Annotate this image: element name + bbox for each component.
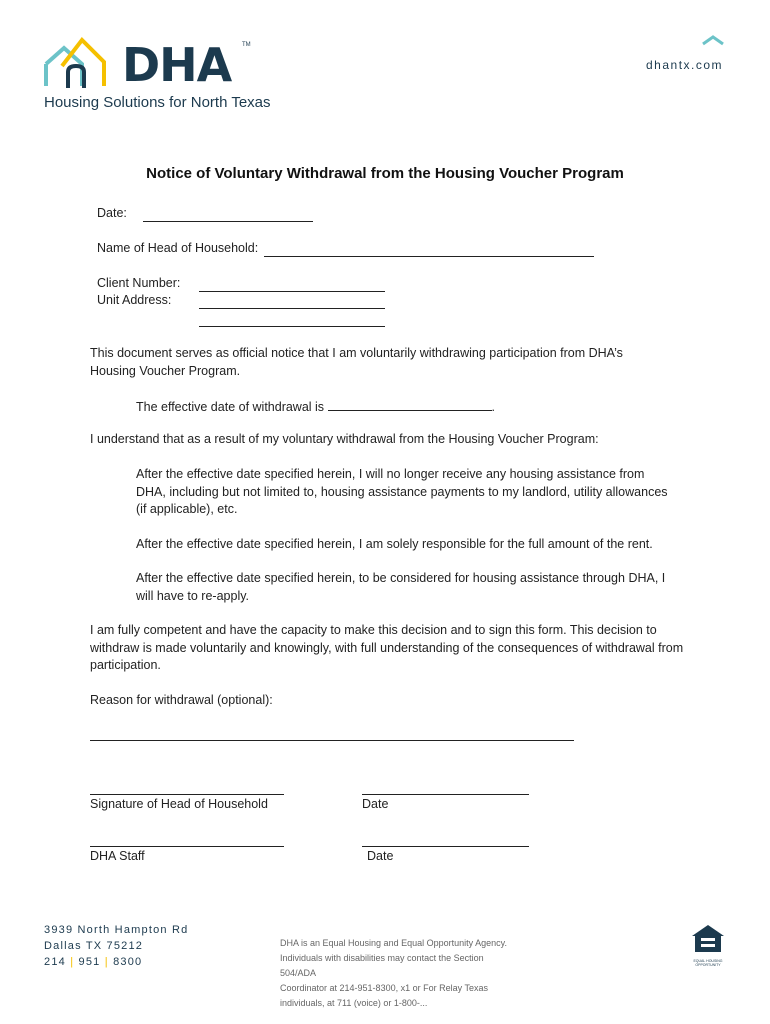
effective-date-field[interactable] — [328, 397, 492, 411]
head-of-household-label: Name of Head of Household: — [97, 241, 259, 255]
effective-date-prefix: The effective date of withdrawal is — [136, 400, 325, 414]
date2-field[interactable] — [362, 832, 529, 847]
phone-prefix: 951 — [78, 956, 101, 968]
address-line-1: 3939 North Hampton Rd — [44, 924, 189, 936]
trademark: TM — [242, 42, 251, 48]
date-field[interactable] — [143, 205, 313, 222]
list-item-1: After the effective date specified herein, I will no longer receive any housing assistance from DHA, including but not limited to, housing assistance payments to my landlord, utility allowances (if applicable), etc. — [136, 467, 668, 516]
eho-line: Coordinator at 214-951-8300, x1 or For Relay Texas — [280, 983, 488, 993]
client-number-field[interactable] — [199, 275, 385, 292]
paragraph-notice: This document serves as official notice that I am voluntarily withdrawing participation from DHA’s Housing Voucher Program. — [90, 346, 623, 378]
unit-address-field-2[interactable] — [199, 310, 385, 327]
eho-line: individuals, at 711 (voice) or 1-800-... — [280, 998, 428, 1008]
logo-wordmark: DHA — [122, 38, 232, 92]
eho-statement — [280, 936, 510, 1011]
staff-field[interactable] — [90, 832, 284, 847]
phone-separator: | — [104, 956, 109, 968]
footer-address — [44, 922, 188, 970]
eho-logo-caption: EQUAL HOUSING OPPORTUNITY — [693, 959, 723, 967]
unit-address-label: Unit Address: — [97, 293, 172, 307]
date2-label: Date — [367, 849, 394, 863]
list-item-3: After the effective date specified herein, to be considered for housing assistance through DHA, I will have to re-apply. — [136, 571, 666, 603]
date-label: Date: — [97, 206, 127, 220]
reason-field[interactable] — [90, 726, 574, 741]
phone-separator: | — [70, 956, 75, 968]
page-title: Notice of Voluntary Withdrawal from the Housing Voucher Program — [146, 165, 624, 182]
chevron-up-icon — [701, 34, 725, 46]
staff-label: DHA Staff — [90, 849, 145, 863]
website[interactable]: dhantx.com — [646, 58, 724, 72]
tagline: Housing Solutions for North Texas — [44, 94, 271, 111]
phone-line: 8300 — [113, 956, 143, 968]
unit-address-field-1[interactable] — [199, 292, 385, 309]
reason-label: Reason for withdrawal (optional): — [90, 693, 273, 707]
signature-label: Signature of Head of Household — [90, 797, 268, 811]
effective-date-suffix: . — [491, 400, 496, 414]
date1-field[interactable] — [362, 780, 529, 795]
list-item-2: After the effective date specified herein, I am solely responsible for the full amount of the rent. — [136, 537, 653, 551]
effective-date-line — [136, 397, 495, 417]
house-logo-icon — [44, 36, 120, 94]
client-number-label: Client Number: — [97, 276, 181, 290]
phone-area: 214 — [44, 956, 66, 968]
address-line-2: Dallas TX 75212 — [44, 940, 144, 952]
head-of-household-field[interactable] — [264, 240, 594, 257]
eho-line: Individuals with disabilities may contact the Section 504/ADA — [280, 953, 484, 978]
equal-housing-logo — [690, 924, 726, 967]
eho-line: DHA is an Equal Housing and Equal Opportunity Agency. — [280, 938, 507, 948]
paragraph-understand: I understand that as a result of my voluntary withdrawal from the Housing Voucher Program: — [90, 432, 599, 446]
signature-field[interactable] — [90, 780, 284, 795]
phone-number — [44, 954, 188, 970]
paragraph-competent: I am fully competent and have the capacity to make this decision and to sign this form. This decision to withdraw is made voluntarily and knowingly, with full understanding of the consequences of withdrawal from participation. — [90, 623, 684, 672]
equal-housing-icon — [690, 924, 726, 954]
date1-label: Date — [362, 797, 389, 811]
dha-logo — [44, 36, 271, 116]
